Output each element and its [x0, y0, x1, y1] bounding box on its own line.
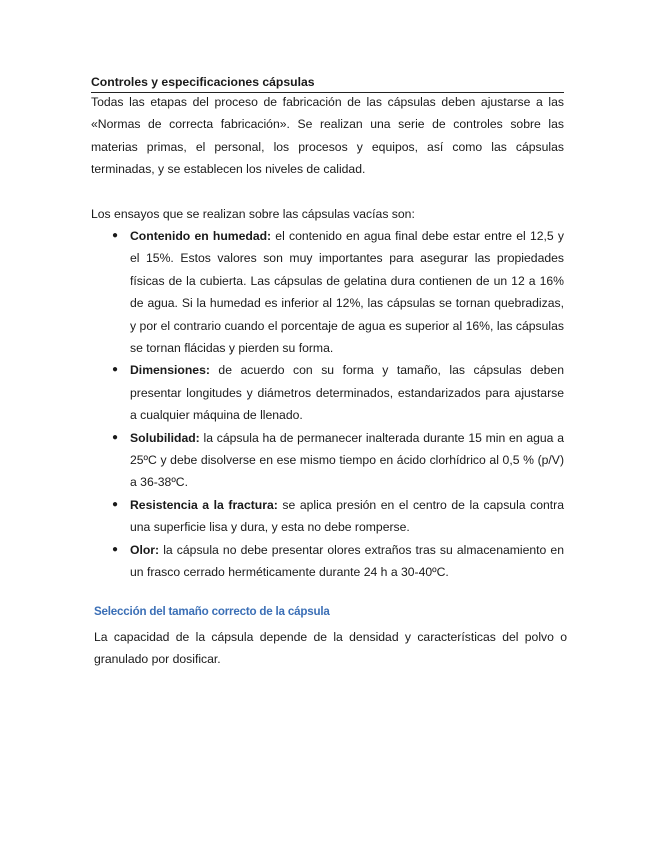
bullet-text: se aplica presión en el centro de la capsula contra una superficie lisa y dura, y esta no debe romperse.: [130, 497, 564, 535]
bullet-text: la cápsula ha de permanecer inalterada durante 15 min en agua a 25ºC y debe disolverse en ese mismo tiempo en ácido clorhídrico al 0,5 % (p/V) a 36-38ºC.: [130, 430, 564, 490]
capacity-paragraph: La capacidad de la cápsula depende de la densidad y características del polvo o granulado por dosificar.: [94, 630, 567, 667]
bullet-icon: ●: [112, 230, 119, 241]
bullet-text: de acuerdo con su forma y tamaño, las cápsulas deben presentar longitudes y diámetros determinados, estandarizados para ajustarse a cualquier máquina de llenado.: [130, 363, 564, 423]
bullet-item-odor: [91, 539, 564, 584]
bullet-item-dimensions: [91, 359, 564, 426]
bullet-term: Olor:: [130, 542, 160, 557]
bullet-term: Resistencia a la fractura:: [130, 497, 278, 512]
bullet-icon: ●: [112, 431, 119, 443]
bullet-item-fracture: [91, 494, 564, 539]
subsection-heading: Selección del tamaño correcto de la cápsula: [94, 605, 330, 618]
bullet-item-solubility: [91, 427, 564, 494]
bullet-term: Solubilidad:: [130, 430, 200, 445]
bullet-text: el contenido en agua final debe estar entre el 12,5 y el 15%. Estos valores son muy importantes para asegurar las propiedades físicas de la cubierta. Las cápsulas de gelatina dura contienen de un 12 a 16% de agua. Si la humedad es inferior al 12%, las cápsulas se tornan quebradizas, y por el contrario cuando el porcentaje de agua es superior al 16%, las cápsulas se tornan flácidas y pierden su forma.: [130, 229, 564, 356]
tests-bullet-list: [91, 225, 564, 584]
bullet-term: Dimensiones:: [130, 363, 210, 378]
bullet-icon: ●: [112, 364, 119, 376]
section-heading: Controles y especificaciones cápsulas: [91, 74, 564, 93]
bullet-text: la cápsula no debe presentar olores extraños tras su almacenamiento en un frasco cerrado herméticamente durante 24 h a 30-40ºC.: [130, 542, 564, 580]
bullet-icon: ●: [112, 498, 119, 510]
tests-lead-paragraph: Los ensayos que se realizan sobre las cápsulas vacías son:: [91, 207, 415, 221]
bullet-item-humidity: [91, 225, 564, 359]
bullet-term: Contenido en humedad:: [130, 229, 272, 243]
bullet-icon: ●: [112, 543, 119, 555]
intro-paragraph: Todas las etapas del proceso de fabricación de las cápsulas deben ajustarse a las «Normas de correcta fabricación». Se realizan una serie de controles sobre las materias primas, el personal, los procesos y equipos, así como las cápsulas terminadas, y se establecen los niveles de calidad.: [91, 95, 564, 177]
